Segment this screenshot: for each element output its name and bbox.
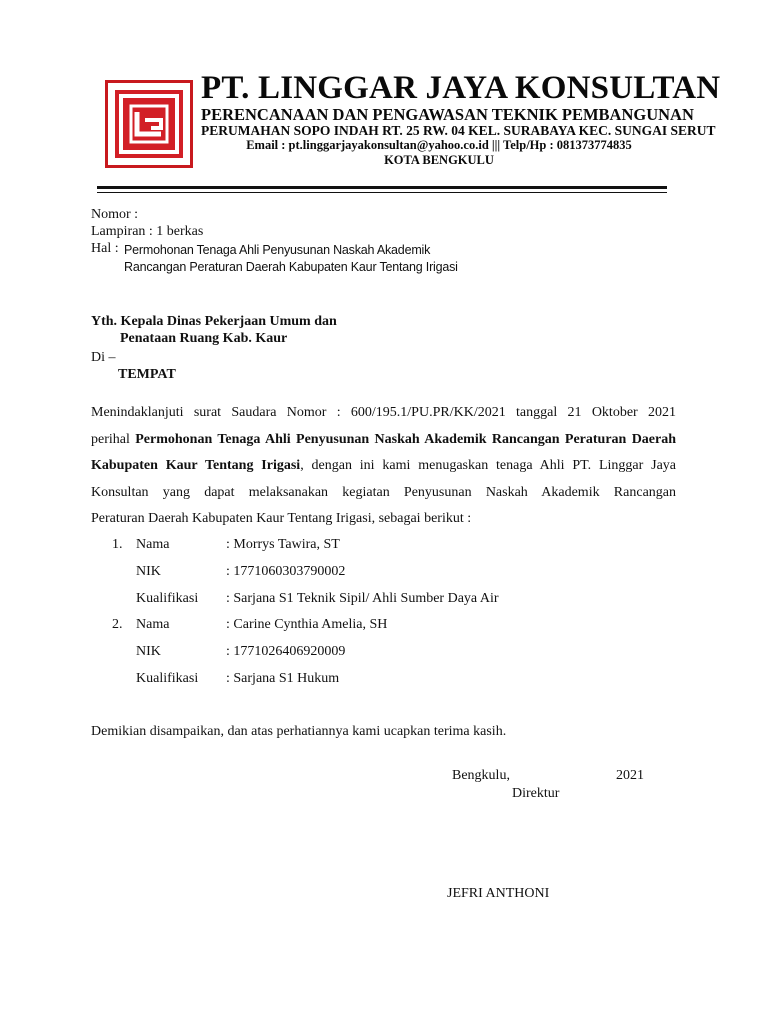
- company-address: PERUMAHAN SOPO INDAH RT. 25 RW. 04 KEL. SURABAYA KEC. SUNGAI SERUT: [201, 123, 716, 138]
- recipient-line1: Yth. Kepala Dinas Pekerjaan Umum dan: [91, 314, 337, 329]
- nik-label: NIK: [136, 644, 161, 659]
- body-line-3: [91, 453, 676, 480]
- logo-mark-icon: [115, 90, 183, 158]
- closing-sentence: Demikian disampaikan, dan atas perhatiannya kami ucapkan terima kasih.: [91, 724, 507, 739]
- company-subtitle: PERENCANAAN DAN PENGAWASAN TEKNIK PEMBANGUNAN: [201, 105, 694, 124]
- kualifikasi-value: : Sarjana S1 Teknik Sipil/ Ahli Sumber Daya Air: [226, 591, 499, 606]
- signature-title: Direktur: [512, 786, 560, 801]
- personnel-number: 1.: [112, 537, 123, 552]
- nik-value: : 1771026406920009: [226, 644, 346, 659]
- kualifikasi-label: Kualifikasi: [136, 591, 199, 606]
- perihal-subject-bold: Permohonan Tenaga Ahli Penyusunan Naskah Akademik Rancangan Peraturan Daerah: [135, 431, 677, 447]
- letterhead-divider-thin: [97, 192, 667, 193]
- nama-label: Nama: [136, 617, 170, 632]
- personnel-number: 2.: [112, 617, 123, 632]
- recipient-di: Di –: [91, 350, 116, 365]
- nama-label: Nama: [136, 537, 170, 552]
- nomor-field: Nomor :: [91, 207, 139, 222]
- hal-subject-line2: Rancangan Peraturan Daerah Kabupaten Kaur Tentang Irigasi: [124, 260, 458, 274]
- kualifikasi-label: Kualifikasi: [136, 671, 199, 686]
- body-line-2: [91, 427, 676, 454]
- letterhead-divider-thick: [97, 186, 667, 189]
- perihal-subject-bold-cont: Kabupaten Kaur Tentang Irigasi: [91, 458, 301, 473]
- nik-label: NIK: [136, 564, 161, 579]
- kualifikasi-value: : Sarjana S1 Hukum: [226, 671, 340, 686]
- body-line-5: Peraturan Daerah Kabupaten Kaur Tentang Irigasi, sebagai berikut :: [91, 511, 472, 526]
- recipient-line2: Penataan Ruang Kab. Kaur: [120, 331, 288, 346]
- company-logo: [105, 80, 193, 168]
- recipient-tempat: TEMPAT: [118, 367, 176, 382]
- letterhead: [97, 70, 721, 200]
- signatory-name: JEFRI ANTHONI: [447, 886, 550, 901]
- assignment-text: , dengan ini kami menugaskan tenaga Ahli PT. Linggar Jaya: [300, 458, 676, 473]
- signature-place: Bengkulu,: [452, 768, 510, 783]
- nama-value: : Carine Cynthia Amelia, SH: [226, 617, 388, 632]
- company-name: PT. LINGGAR JAYA KONSULTAN: [201, 70, 721, 106]
- lampiran-field: Lampiran : 1 berkas: [91, 224, 204, 239]
- body-line-1: Menindaklanjuti surat Saudara Nomor : 600/195.1/PU.PR/KK/2021 tanggal 21 Oktober 2021: [91, 405, 676, 420]
- nik-value: : 1771060303790002: [226, 564, 346, 579]
- body-line-4: Konsultan yang dapat melaksanakan kegiatan Penyusunan Naskah Akademik Rancangan: [91, 484, 676, 500]
- hal-label: Hal :: [91, 241, 119, 256]
- signature-year: 2021: [616, 768, 644, 783]
- company-city: KOTA BENGKULU: [384, 153, 494, 167]
- hal-subject-line1: Permohonan Tenaga Ahli Penyusunan Naskah Akademik: [124, 243, 431, 257]
- nama-value: : Morrys Tawira, ST: [226, 537, 340, 552]
- company-contact: Email : pt.linggarjayakonsultan@yahoo.co.id ||| Telp/Hp : 081373774835: [246, 138, 632, 152]
- logo-emblem: [115, 90, 183, 158]
- perihal-word: perihal: [91, 431, 130, 447]
- body-paragraph: [91, 400, 676, 533]
